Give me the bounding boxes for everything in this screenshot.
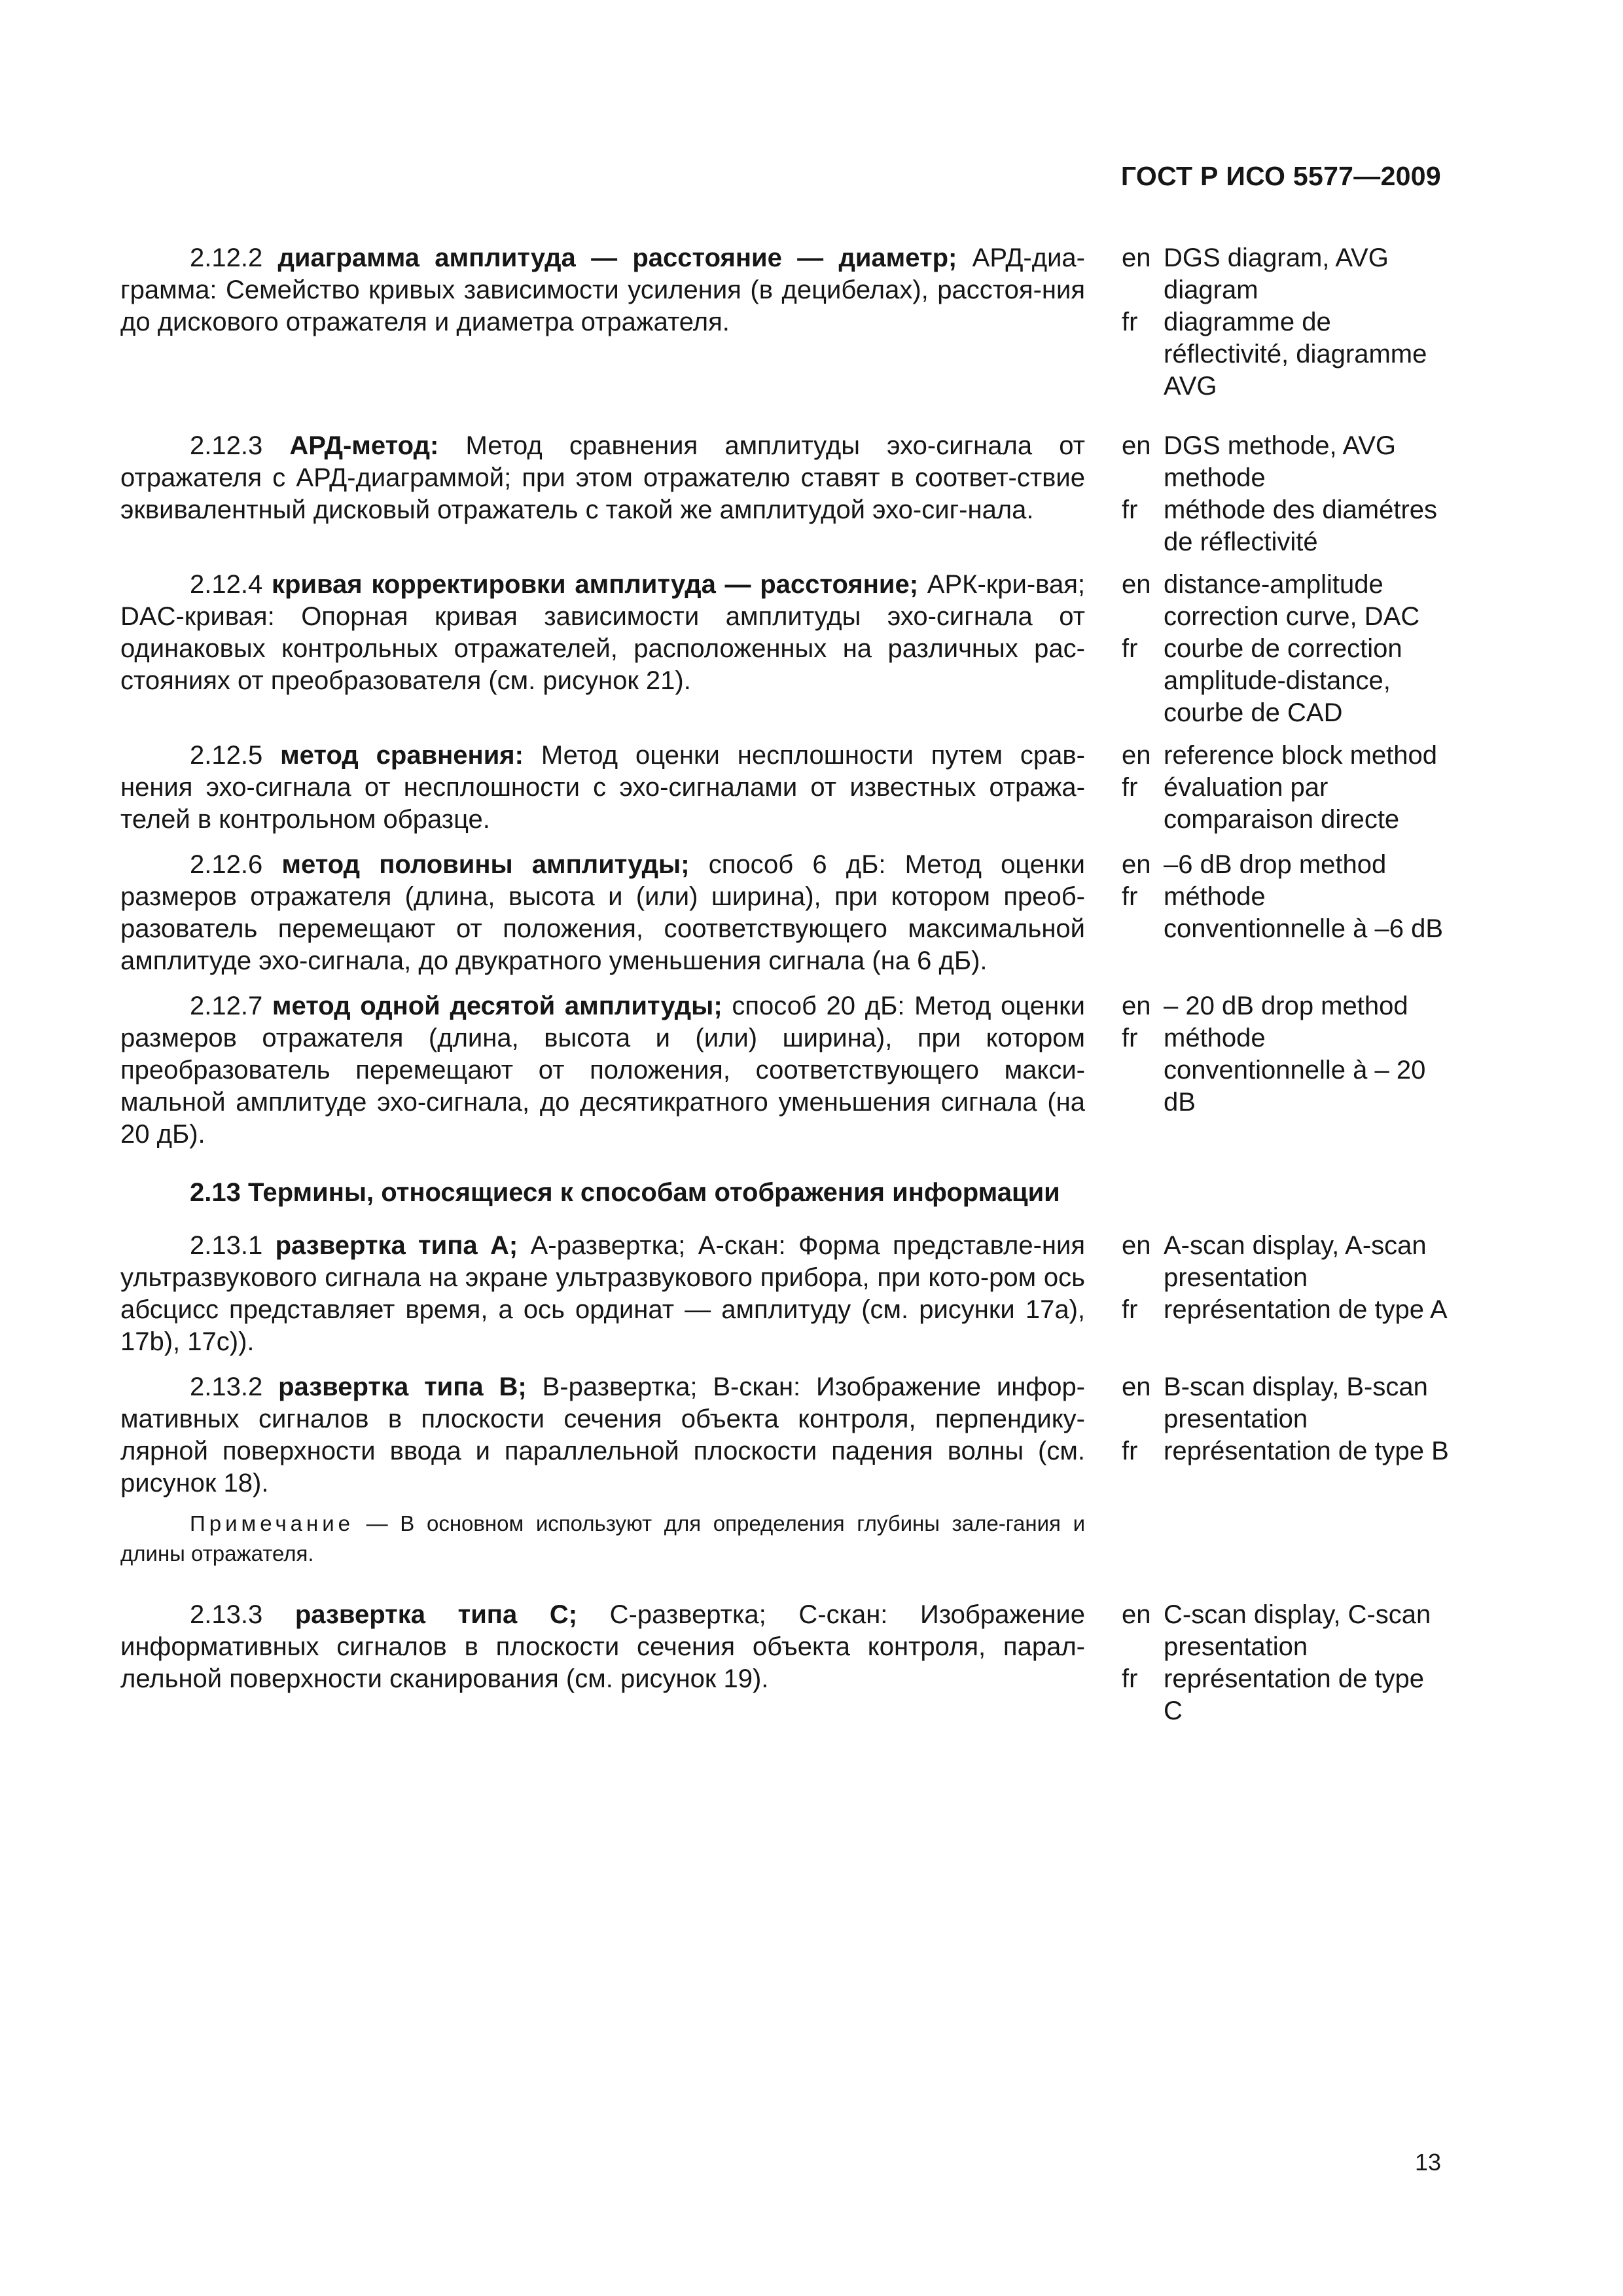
- term-number: 2.13.3: [190, 1600, 263, 1629]
- term-definition: [120, 1230, 1085, 1358]
- term-number: 2.13.1: [190, 1231, 263, 1260]
- term-number: 2.12.4: [190, 570, 263, 599]
- term-entry-2-13-3: [120, 1599, 1449, 1727]
- term-description: АРК-кри-вая; DAC-кривая: Опорная кривая зависимости амплитуды эхо-сигнала от одинаковых контрольных отражателей, расположенных на различных рас-стояниях от преобразователя (см. рисунок 21).: [120, 570, 1085, 695]
- term-number: 2.12.2: [190, 243, 263, 272]
- term-description: А-развертка; А-скан: Форма представле-ния ультразвукового сигнала на экране ультразвукового прибора, при кото-ром ось абсцисс представляет время, а ось ординат — амплитуду (см. рисунки 17а), 17b), 17c)).: [120, 1231, 1086, 1356]
- equivalent-en: [1122, 740, 1449, 772]
- equivalent-fr: [1122, 1022, 1449, 1119]
- equivalent-text: méthode conventionnelle à – 20 dB: [1164, 1024, 1426, 1117]
- equivalent-en: [1122, 1230, 1449, 1294]
- lang-code: fr: [1122, 1437, 1138, 1465]
- term-entry-2-12-5: [120, 740, 1449, 836]
- term-description: В-развертка; В-скан: Изображение инфор-мативных сигналов в плоскости сечения объекта контроля, перпендику-лярной поверхности ввода и параллельной плоскости падения волны (см. рисунок 18).: [120, 1372, 1086, 1498]
- term-name: развертка типа С;: [294, 1600, 578, 1629]
- term-description: Метод оценки несплошности путем срав-нения эхо-сигнала от несплошности с эхо-сигналами от известных отража-телей в контрольном образце.: [120, 741, 1085, 834]
- lang-code: en: [1122, 1231, 1151, 1260]
- equivalent-en: [1122, 990, 1449, 1022]
- term-name: метод сравнения:: [280, 741, 524, 770]
- foreign-equivalents: [1122, 740, 1449, 836]
- foreign-equivalents: [1122, 242, 1449, 403]
- lang-code: en: [1122, 243, 1151, 272]
- equivalent-fr: [1122, 306, 1449, 403]
- note-label: Примечание: [190, 1511, 355, 1535]
- term-number: 2.13.2: [190, 1372, 263, 1401]
- term-entry-2-12-2: [120, 242, 1449, 403]
- foreign-equivalents: [1122, 569, 1449, 729]
- equivalent-text: évaluation par comparaison directe: [1164, 773, 1400, 834]
- term-name: диаграмма амплитуда — расстояние — диаметр;: [277, 243, 957, 272]
- term-description: С-развертка; С-скан: Изображение информативных сигналов в плоскости сечения объекта контроля, парал-лельной поверхности сканирования (см. рисунок 19).: [120, 1600, 1085, 1693]
- lang-code: fr: [1122, 1024, 1138, 1052]
- term-definition: [120, 569, 1085, 697]
- foreign-equivalents: [1122, 430, 1449, 558]
- term-name: развертка типа А;: [275, 1231, 518, 1260]
- lang-code: en: [1122, 1372, 1151, 1401]
- equivalent-text: – 20 dB drop method: [1164, 992, 1408, 1020]
- equivalent-fr: [1122, 633, 1449, 729]
- term-definition: [120, 1371, 1085, 1499]
- term-definition: [120, 430, 1085, 526]
- term-definition: [120, 849, 1085, 977]
- equivalent-text: A-scan display, A-scan presentation: [1164, 1231, 1427, 1292]
- equivalent-text: –6 dB drop method: [1164, 850, 1387, 879]
- term-number: 2.12.3: [190, 431, 263, 460]
- document-header: ГОСТ Р ИСО 5577—2009: [1120, 161, 1441, 191]
- equivalent-text: courbe de correction amplitude-distance, courbe de CAD: [1164, 634, 1402, 727]
- page-number: 13: [1414, 2149, 1441, 2176]
- term-entry-2-13-1: [120, 1230, 1449, 1358]
- equivalent-text: méthode des diamétres de réflectivité: [1164, 495, 1438, 556]
- equivalent-fr: [1122, 494, 1449, 558]
- term-description: АРД-диа-грамма: Семейство кривых зависимости усиления (в децибелах), расстоя-ния до дискового отражателя и диаметра отражателя.: [120, 243, 1085, 336]
- equivalent-text: C-scan display, C-scan presentation: [1164, 1600, 1431, 1661]
- term-name: кривая корректировки амплитуда — расстояние;: [271, 570, 919, 599]
- term-number: 2.12.5: [190, 741, 263, 770]
- equivalent-fr: [1122, 1435, 1449, 1467]
- lang-code: en: [1122, 992, 1151, 1020]
- term-definition: [120, 1599, 1085, 1695]
- term-description: способ 20 дБ: Метод оценки размеров отражателя (длина, высота и (или) ширина), при котором преобразователь перемещают от положения, соответствующего макси-мальной амплитуде эхо-сигнала, до десятикратного уменьшения сигнала (на 20 дБ).: [120, 992, 1085, 1149]
- equivalent-text: diagramme de réflectivité, diagramme AVG: [1164, 308, 1427, 401]
- term-entry-2-12-6: [120, 849, 1449, 977]
- term-number: 2.12.7: [190, 992, 263, 1020]
- lang-code: fr: [1122, 1664, 1138, 1693]
- lang-code: fr: [1122, 634, 1138, 663]
- term-definition: [120, 990, 1085, 1151]
- note-text: — В основном используют для определения глубины зале-гания и длины отражателя.: [120, 1511, 1085, 1566]
- term-number: 2.12.6: [190, 850, 263, 879]
- equivalent-text: représentation de type C: [1164, 1664, 1425, 1725]
- term-definition: [120, 740, 1085, 836]
- lang-code: en: [1122, 570, 1151, 599]
- term-name: развертка типа В;: [278, 1372, 527, 1401]
- term-name: метод одной десятой амплитуды;: [272, 992, 722, 1020]
- term-description: Метод сравнения амплитуды эхо-сигнала от отражателя с АРД-диаграммой; при этом отражателю ставят в соответ-ствие эквивалентный дисковый отражатель с такой же амплитудой эхо-сиг-нала.: [120, 431, 1085, 524]
- equivalent-text: DGS methode, AVG methode: [1164, 431, 1396, 492]
- equivalent-en: [1122, 569, 1449, 633]
- equivalent-fr: [1122, 1294, 1449, 1326]
- equivalent-text: représentation de type A: [1164, 1295, 1448, 1324]
- equivalent-en: [1122, 1599, 1449, 1663]
- lang-code: fr: [1122, 1295, 1138, 1324]
- term-entry-2-12-4: [120, 569, 1449, 729]
- term-name: метод половины амплитуды;: [281, 850, 690, 879]
- equivalent-text: représentation de type B: [1164, 1437, 1449, 1465]
- equivalent-en: [1122, 1371, 1449, 1435]
- term-definition: [120, 242, 1085, 338]
- equivalent-en: [1122, 430, 1449, 494]
- lang-code: fr: [1122, 882, 1138, 911]
- section-heading: 2.13 Термины, относящиеся к способам отображения информации: [190, 1178, 1060, 1207]
- equivalent-fr: [1122, 772, 1449, 836]
- foreign-equivalents: [1122, 990, 1449, 1119]
- equivalent-text: DGS diagram, AVG diagram: [1164, 243, 1389, 304]
- term-entry-2-12-7: [120, 990, 1449, 1151]
- lang-code: en: [1122, 850, 1151, 879]
- document-body: [120, 242, 1449, 1727]
- note: [120, 1509, 1085, 1569]
- equivalent-fr: [1122, 1663, 1449, 1727]
- equivalent-text: reference block method: [1164, 741, 1438, 770]
- foreign-equivalents: [1122, 1599, 1449, 1727]
- equivalent-text: B-scan display, B-scan presentation: [1164, 1372, 1428, 1433]
- foreign-equivalents: [1122, 1230, 1449, 1326]
- equivalent-text: distance-amplitude correction curve, DAC: [1164, 570, 1420, 631]
- term-entry-2-12-3: [120, 430, 1449, 558]
- lang-code: fr: [1122, 773, 1138, 802]
- lang-code: en: [1122, 741, 1151, 770]
- foreign-equivalents: [1122, 849, 1449, 945]
- term-name: АРД-метод:: [289, 431, 439, 460]
- equivalent-en: [1122, 242, 1449, 306]
- lang-code: en: [1122, 431, 1151, 460]
- equivalent-en: [1122, 849, 1449, 881]
- equivalent-fr: [1122, 881, 1449, 945]
- equivalent-text: méthode conventionnelle à –6 dB: [1164, 882, 1443, 943]
- lang-code: en: [1122, 1600, 1151, 1629]
- lang-code: fr: [1122, 308, 1138, 336]
- term-entry-2-13-2: [120, 1371, 1449, 1499]
- foreign-equivalents: [1122, 1371, 1449, 1467]
- term-description: способ 6 дБ: Метод оценки размеров отражателя (длина, высота и (или) ширина), при котором преоб-разователь перемещают от положения, соответствующего максимальной амплитуде эхо-сигнала, до двукратного уменьшения сигнала (на 6 дБ).: [120, 850, 1085, 975]
- lang-code: fr: [1122, 495, 1138, 524]
